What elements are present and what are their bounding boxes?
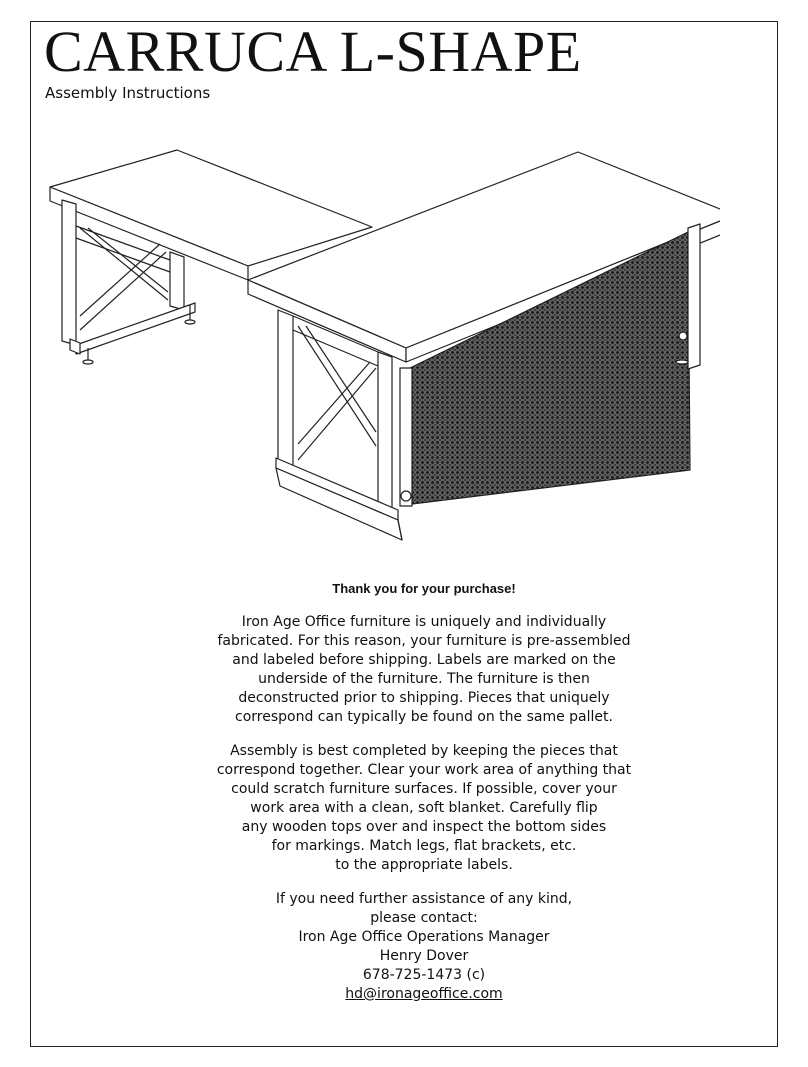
assembly-line: to the appropriate labels. (335, 857, 513, 873)
assembly-line: correspond together. Clear your work area of anything that (216, 762, 632, 778)
contact-line: If you need further assistance of any kind, (275, 891, 573, 907)
contact-line: please contact: (370, 910, 478, 926)
intro-line: and labeled before shipping. Labels are marked on the (232, 652, 616, 668)
thank-you-heading: Thank you for your purchase! (332, 581, 516, 596)
intro-line: underside of the furniture. The furniture is then (258, 671, 590, 687)
assembly-line: could scratch furniture surfaces. If possible, cover your (231, 781, 617, 797)
intro-paragraph (0, 613, 808, 727)
contact-block (0, 890, 808, 1004)
assembly-line: for markings. Match legs, flat brackets, etc. (271, 838, 577, 854)
l-shaped-desk-illustration (40, 140, 720, 550)
intro-line: Iron Age Office furniture is uniquely and individually (241, 614, 607, 630)
assembly-paragraph (0, 742, 808, 875)
contact-role: Iron Age Office Operations Manager (298, 929, 550, 945)
document-title: CARRUCA L-SHAPE (44, 19, 582, 84)
intro-line: fabricated. For this reason, your furniture is pre-assembled (217, 633, 631, 649)
contact-phone: 678-725-1473 (c) (362, 967, 486, 983)
intro-line: correspond can typically be found on the same pallet. (235, 709, 613, 725)
assembly-line: Assembly is best completed by keeping the pieces that (230, 743, 618, 759)
contact-email-link[interactable]: hd@ironageoffice.com (345, 986, 503, 1002)
assembly-line: work area with a clean, soft blanket. Carefully flip (250, 800, 598, 816)
intro-line: deconstructed prior to shipping. Pieces that uniquely (238, 690, 610, 706)
assembly-line: any wooden tops over and inspect the bottom sides (241, 819, 607, 835)
contact-name: Henry Dover (379, 948, 469, 964)
document-subtitle: Assembly Instructions (45, 84, 211, 102)
